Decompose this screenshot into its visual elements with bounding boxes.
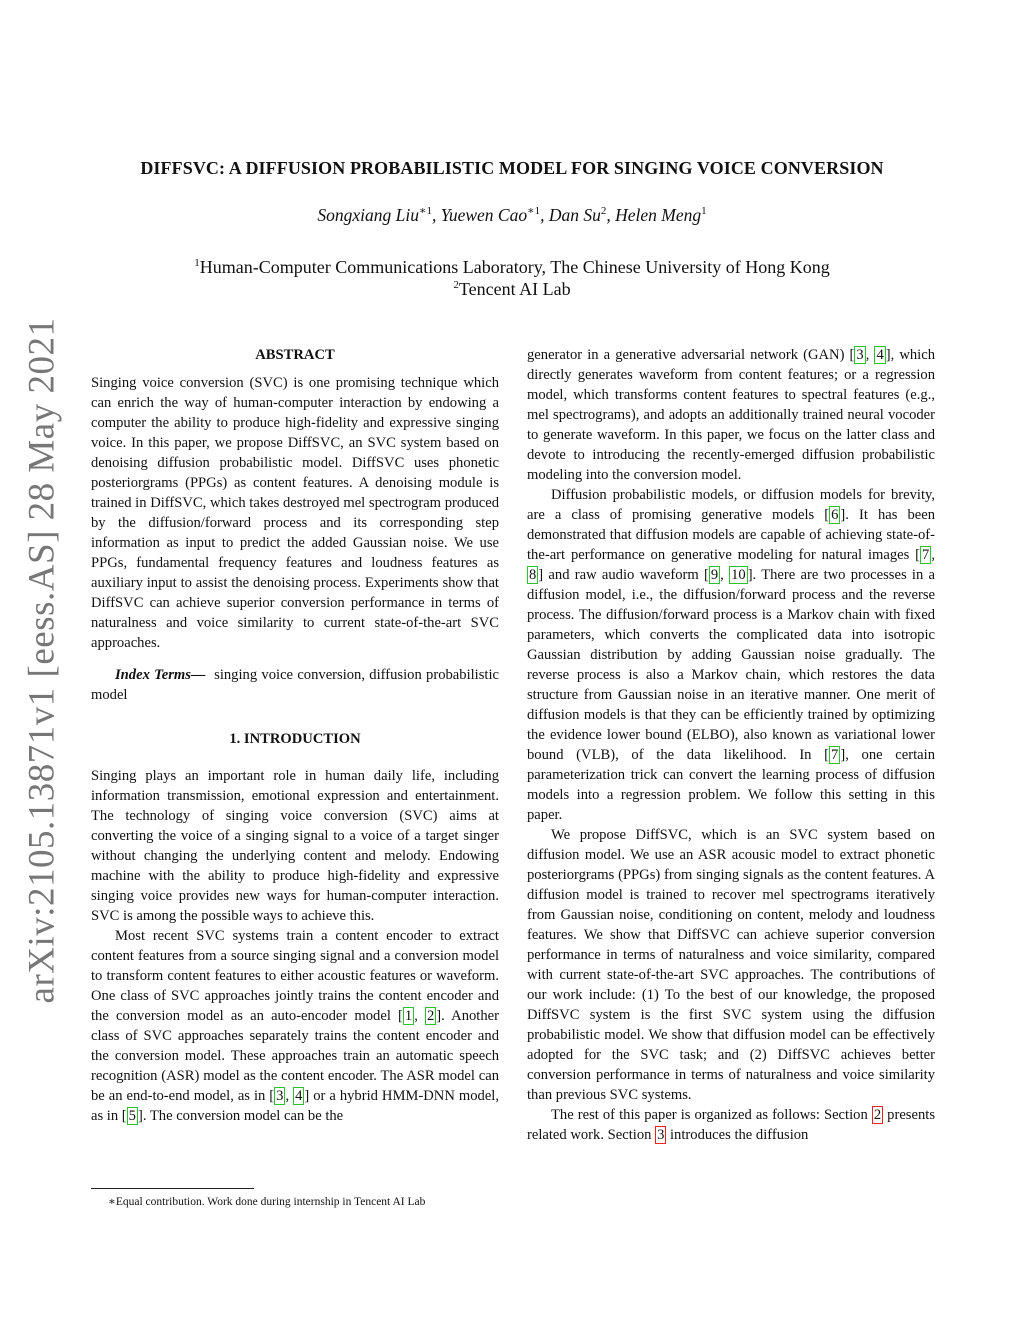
- index-terms: [91, 665, 499, 705]
- text-run: ] or a hybrid HMM-DNN model, as in [: [91, 1088, 499, 1124]
- citation-link[interactable]: 4: [295, 1088, 303, 1104]
- right-paragraph-3: We propose DiffSVC, which is an SVC system based on diffusion model. We use an ASR acousic model to extract phonetic posteriorgrams (PPGs) from singing signals as the content features. A diffusion model is trained to recover mel spectrograms iteratively from Gaussian noise, conditioning on content, melody and loudness features. We show that DiffSVC can achieve superior conversion performance in terms of naturalness and voice similarity, compared with current state-of-the-art SVC approaches. The contributions of our work include: (1) To the best of our knowledge, the proposed DiffSVC system is the first SVC system using the diffusion probabilistic model. We show that diffusion model can be effectively adopted for the SVC task; and (2) DiffSVC achieves better conversion performance in terms of naturalness and voice similarity than previous SVC systems.: [527, 827, 935, 1103]
- text-run: ], which directly generates waveform from content features; or a regression model, which transforms content features to spectral features (e.g., mel spectrograms), and adopts an additionally trained neural vocoder to generate waveform. In this paper, we focus on the latter class and devote to introducing the recently-emerged diffusion probabilistic modeling into the conversion model.: [527, 347, 936, 483]
- arxiv-identifier: arXiv:2105.13871v1 [eess.AS] 28 May 2021: [21, 317, 63, 1003]
- author-mark: ∗1: [418, 205, 432, 218]
- footnote-rule: [91, 1188, 254, 1189]
- right-paragraph-1: [527, 345, 935, 485]
- citation-link[interactable]: 9: [710, 567, 719, 583]
- text-run: ]. It has been demonstrated that diffusion models are capable of achieving state-of-the-art performance on generative modeling for natural images [: [527, 507, 935, 563]
- text-run: presents related work. Section: [527, 1107, 935, 1143]
- author-name: Songxiang Liu: [317, 205, 419, 225]
- citation-link[interactable]: 7: [831, 747, 839, 763]
- text-run: ,: [931, 547, 935, 563]
- text-run: ]. There are two processes in a diffusion model, i.e., the diffusion/forward process and the reverse process. The diffusion/forward process is a Markov chain with fixed parameters, which converts the complicated data into isotropic Gaussian distribution by adding Gaussian noise gradually. The reverse process is also a Markov chain, which restores the data structure from Gaussian noise in an iterative manner. One merit of diffusion models is that they can be efficiently trained by optimizing the evidence lower bound (ELBO), also known as variational lower bound (VLB), of the data likelihood. In [: [527, 567, 936, 763]
- affiliation-text: Human-Computer Communications Laboratory, The Chinese University of Hong Kong: [199, 257, 830, 277]
- abstract-heading: ABSTRACT: [255, 347, 335, 363]
- citation-link[interactable]: 1: [404, 1008, 413, 1024]
- text-run: Most recent SVC systems train a content encoder to extract content features from a source singing signal and a conversion model to transform content features to either acoustic features or waveform. One class of SVC approaches jointly trains the content encoder and the conversion model as an auto-encoder model [: [91, 928, 499, 1024]
- citation-link[interactable]: 6: [831, 507, 839, 523]
- text-run: generator in a generative adversarial network (GAN) [: [527, 347, 855, 363]
- right-paragraph-4: [527, 1105, 935, 1145]
- arxiv-sidebar: [14, 317, 70, 1003]
- citation-link[interactable]: 3: [856, 347, 864, 363]
- intro-paragraph-2: [91, 926, 499, 1126]
- author-list: Songxiang Liu$^{∗1}$, Yuewen Cao$^{∗1}$, Dan Su$^2$, Helen Meng$^1$: [317, 205, 707, 225]
- text-run: Diffusion probabilistic models, or diffusion models for brevity, are a class of promising generative models [: [527, 487, 935, 523]
- abstract-text: Singing voice conversion (SVC) is one promising technique which can enrich the way of human-computer interaction by endowing a computer the ability to produce high-fidelity and expressive singing voice. In this paper, we propose DiffSVC, an SVC system based on denoising diffusion probabilistic model. DiffSVC uses phonetic posteriorgrams (PPGs) as content features. A denoising module is trained in DiffSVC, which takes destroyed mel spectrogram produced by the diffusion/forward process and its corresponding step information as input to predict the added Gaussian noise. We use PPGs, fundamental frequency features and loudness features as auxiliary input to assist the denoising process. Experiments show that DiffSVC can achieve superior conversion performance in terms of naturalness and voice similarity to current state-of-the-art SVC approaches.: [91, 375, 499, 651]
- author-name: Helen Meng: [615, 205, 702, 225]
- author-mark: ∗1: [527, 205, 541, 218]
- index-terms-text: singing voice conversion, diffusion probabilistic model: [91, 667, 499, 703]
- text-run: ]. Another class of SVC approaches separately trains the content encoder and the conversion model. These approaches train an automatic speech recognition (ASR) model as the content encoder. The ASR model can be an end-to-end model, as in [: [91, 1008, 499, 1104]
- text-run: introduces the diffusion: [666, 1127, 809, 1143]
- author-name: Yuewen Cao: [440, 205, 528, 225]
- citation-link[interactable]: 4: [876, 347, 884, 363]
- paper-title: DIFFSVC: A DIFFUSION PROBABILISTIC MODEL FOR SINGING VOICE CONVERSION: [140, 158, 884, 178]
- affiliation-line: [0, 278, 1024, 300]
- right-paragraph-2: [527, 485, 935, 825]
- text-run: ,: [720, 567, 730, 583]
- footnote: ∗Equal contribution. Work done during internship in Tencent AI Lab: [108, 1196, 426, 1208]
- affiliation-line: [0, 256, 1024, 278]
- citation-link[interactable]: 8: [529, 567, 537, 583]
- index-terms-label: Index Terms—: [115, 667, 206, 683]
- affiliation-mark: 2: [453, 279, 459, 291]
- intro-heading: 1. INTRODUCTION: [229, 731, 361, 747]
- text-run: ] and raw audio waveform [: [538, 567, 709, 583]
- text-run: ]. The conversion model can be the: [137, 1108, 344, 1124]
- citation-link[interactable]: 10: [731, 567, 746, 583]
- affiliation-mark: 1: [194, 257, 200, 269]
- citation-link[interactable]: 7: [922, 547, 930, 563]
- intro-paragraph-1: Singing plays an important role in human daily life, including information transmission, emotional expression and entertainment. The technology of singing voice conversion (SVC) aims at converting the voice of a singing signal to a voice of a target singer without changing the underlying content and melody. Endowing machine with the ability to produce high-fidelity and expressive singing voice provides new ways for human-computer interaction. SVC is among the possible ways to achieve this.: [91, 768, 499, 924]
- affiliations: [0, 256, 1024, 300]
- text-run: ,: [865, 347, 875, 363]
- author-mark: 2: [600, 205, 607, 218]
- author-mark: 1: [701, 205, 707, 218]
- section-link[interactable]: 2: [873, 1107, 882, 1123]
- citation-link[interactable]: 3: [276, 1088, 284, 1104]
- text-run: ,: [414, 1008, 425, 1024]
- text-run: ,: [285, 1088, 294, 1104]
- text-run: ], one certain parameterization trick can convert the learning process of diffusion models into a regression problem. We follow this setting in this paper.: [527, 747, 936, 823]
- citation-link[interactable]: 5: [128, 1108, 136, 1124]
- author-name: Dan Su: [548, 205, 601, 225]
- text-run: The rest of this paper is organized as follows: Section: [551, 1107, 872, 1123]
- section-link[interactable]: 3: [657, 1127, 665, 1143]
- left-column: [91, 345, 499, 1126]
- right-column: [527, 345, 935, 1145]
- citation-link[interactable]: 2: [427, 1008, 435, 1024]
- affiliation-text: Tencent AI Lab: [458, 279, 571, 299]
